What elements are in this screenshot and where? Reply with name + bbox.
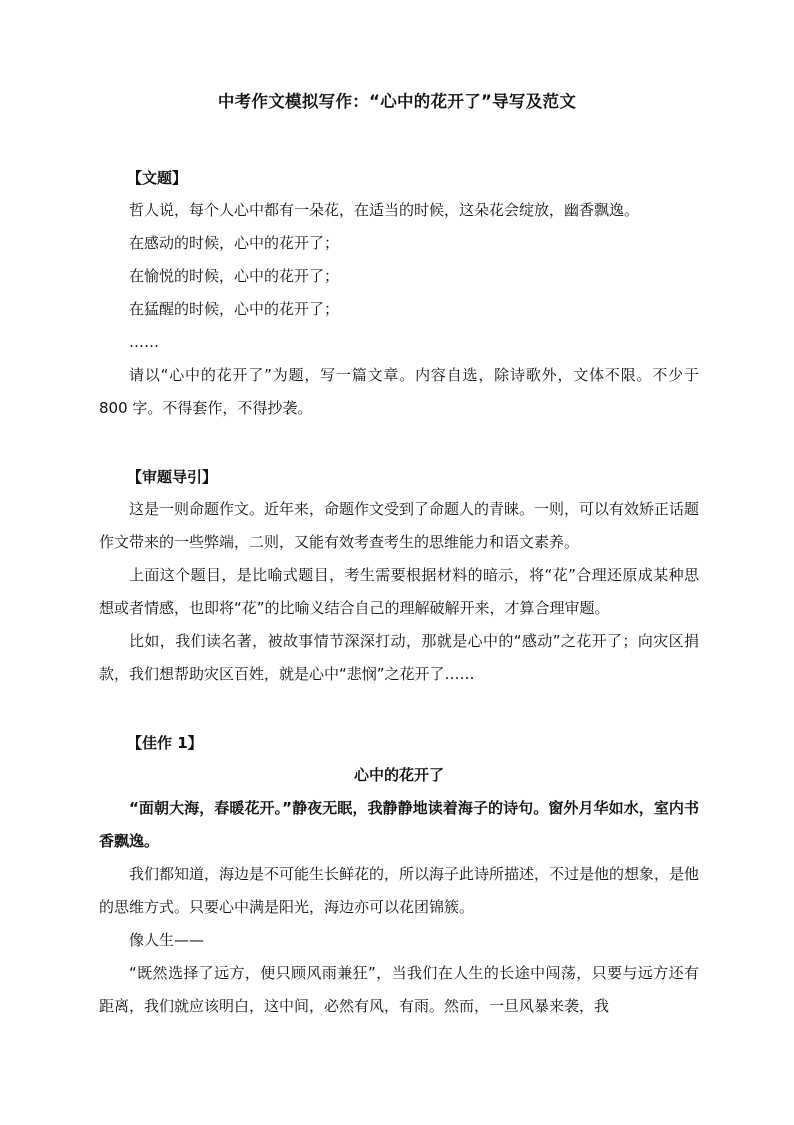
essay-paragraph: 我们都知道，海边是不可能生长鲜花的，所以海子此诗所描述，不过是他的想象，是他的思维方式。只要心中满是阳光，海边亦可以花团锦簇。 (99, 865, 700, 916)
document-title: 中考作文模拟写作：“心中的花开了”导写及范文 (217, 92, 577, 111)
guide-paragraph: 比如，我们读名著，被故事情节深深打动，那就是心中的“感动”之花开了；向灾区捐款，我们想帮助灾区百姓，就是心中“悲悯”之花开了…… (99, 632, 699, 683)
spacer (99, 691, 699, 727)
guide-paragraph: 这是一则命题作文。近年来，命题作文受到了命题人的青睐。一则，可以有效矫正话题作文带来的一些弊端，二则，又能有效考查考生的思维能力和语文素养。 (99, 500, 700, 551)
section-heading-essay: 【佳作 1】 (127, 734, 203, 752)
essay-paragraph: “既然选择了远方，便只顾风雨兼狂”，当我们在人生的长途中闯荡，只要与远方还有距离，我们就应该明白，这中间，必然有风，有雨。然而，一旦风暴来袭，我 (99, 964, 699, 1015)
topic-instruction: 请以“心中的花开了”为题，写一篇文章。内容自选，除诗歌外，文体不限。不少于 800 字。不得套作，不得抄袭。 (99, 366, 699, 417)
essay-paragraph: 像人生—— (129, 931, 205, 949)
topic-paragraph: 在感动的时候，心中的花开了； (129, 234, 340, 252)
document-body (99, 162, 699, 1023)
topic-paragraph: 在猛醒的时候，心中的花开了； (129, 300, 340, 318)
guide-paragraph: 上面这个题目，是比喻式题目，考生需要根据材料的暗示，将“花”合理还原成某种思想或者情感，也即将“花”的比喻义结合自己的理解破解开来，才算合理审题。 (99, 566, 699, 617)
topic-paragraph: 哲人说，每个人心中都有一朵花，在适当的时候，这朵花会绽放，幽香飘逸。 (129, 201, 640, 219)
topic-ellipsis: …… (129, 333, 159, 351)
essay-lead: “面朝大海，春暖花开。”静夜无眠，我静静地读着海子的诗句。窗外月华如水，室内书香飘逸。 (99, 799, 699, 850)
spacer (99, 425, 699, 461)
essay-title: 心中的花开了 (353, 766, 444, 784)
topic-paragraph: 在愉悦的时候，心中的花开了； (129, 267, 340, 285)
section-heading-guide: 【审题导引】 (127, 468, 218, 486)
section-heading-topic: 【文题】 (127, 169, 188, 187)
